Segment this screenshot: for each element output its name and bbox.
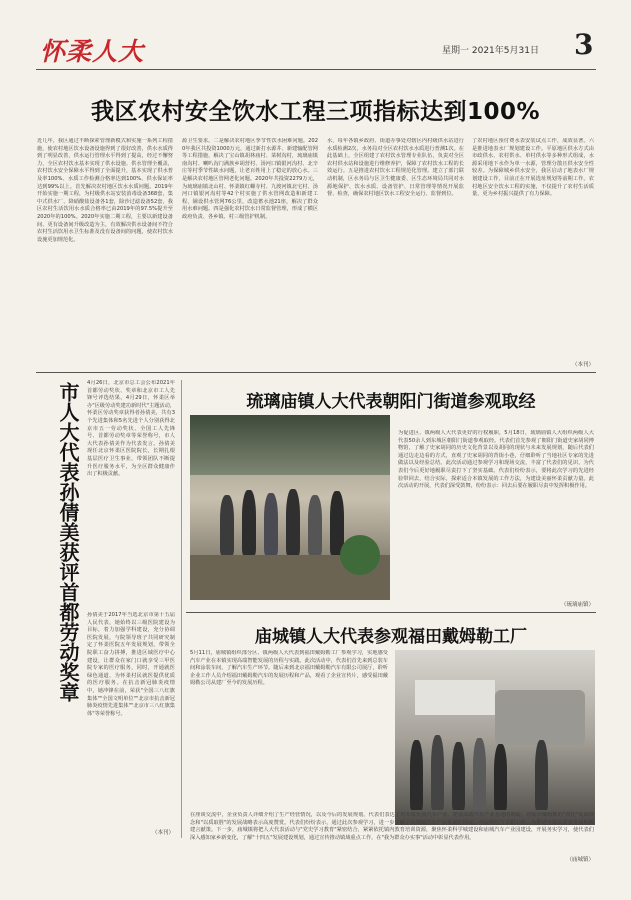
column-divider xyxy=(181,380,182,838)
main-article-credit: （本刊） xyxy=(571,362,594,368)
main-article-col3: 水，每年各镇乡政府、街道办事处对辖区内村级供水站进行水质检测2次，水务局对全区农村饮水水质进行普测1次。在此基础上，全区组建了农村饮水管理专业队伍，负责对全区农村供水站和设施进行维修养护，保障了农村饮水工程的长效运行。五是推进农村饮水工程规范化管理。建立了部门联动机制，区水务局与区卫生健康委、区生态环境局共同对水源地保护、饮水水质、设备管护、日常管理等情况开展监督、检查，确保农村地区饮水工程安全运行、监督到位。 xyxy=(327,138,464,198)
sidebar-vertical-title: 市人大代表孙倩美获评首都劳动奖章 xyxy=(56,382,80,702)
story2-photo xyxy=(395,650,595,825)
masthead-rule xyxy=(36,69,596,70)
sidebar-credit: （本刊） xyxy=(151,830,174,836)
story-divider xyxy=(186,612,596,613)
sidebar-col-a: 4月26日，北京市总工会公布2021年首都劳动奖状、奖章和北京市工人先锋号评选结果。4月29日，怀柔区举办"区级劳动奖建功新时代"主题活动，怀柔区劳动奖章获得者孙倩美，共有3个先进集体和5名先进个人分别获得北京市五一劳动奖状、全国工人先锋号、首都劳动奖章等荣誉称号，市人大代表孙倩美作为代表发言。孙倩美现任北京怀柔区医院院长，长期扎根基层医疗卫生事业，带领团队不断提升医疗服务水平，为全区群众健康作出了积极贡献。 xyxy=(87,380,175,478)
story1-title: 琉璃庙镇人大代表朝阳门街道参观取经 xyxy=(246,392,536,412)
masthead-logo: 怀柔人大 xyxy=(40,37,145,66)
main-article-col4: 了农村地区预付费水表安装试点工作，成效显著。六是推进地表水厂规划建设工作。平原地区供水方式由市政供水、农村供水、单村供水等多种形式组成，水源采用地下水作为单一水源，管理分散且供水安全性较差。为保障城乡供水安全，我区启动了地表水厂规划建设工作，目前正在开展选址规划等前期工作。农村地区安全饮水工程的实施，不仅提升了农村生活质量，更为乡村振兴提供了有力保障。 xyxy=(472,138,594,198)
main-article-col2: 源卫生要求。二是解决农村地区季节性饮水困难问题。2020年我区共投资1000万元，通过新打水源井、新建输配管网等工程措施，解决了宝山镇胡林庙村、菜树沟村，琉璃庙镇南沟村、喇叭沟门满族乡胡营村、汤河口镇银河沟村、北辛庄等村季节性缺水问题，让老百姓用上了稳定的放心水。三是解决农村地区管网老化问题。2020年共投资2279万元，为琉璃庙镇北山村、怀柔镇红螺寺村、九渡河镇北宅村、汤河口镇银河沟村等42个村实施了供水管网改造和新建工程，铺设供水管网76公里，改造蓄水池21座，解决了群众用水难问题。四是强化农村饮水日常监督管理，形成了横区政府负责、各乡镇、村三级管护机制。 xyxy=(182,138,318,220)
story1-credit: （琉璃庙镇） xyxy=(560,602,594,608)
story2-col-a: 5月11日，庙城镇组织部分区、镇两级人大代表到福田戴姆勒工厂参观学习，实地感受汽车产业在本镇实现高端智能发展的历程与实践。此次活动中，代表们首先来到总装车间和涂装车间，了解汽车生产环节。随后来到北京福田戴姆勒汽车有限公司展厅，聆听企业工作人员介绍福田戴姆勒汽车的发展历程和产品，观看了企业宣传片，感受福田戴姆勒公司从建厂至今的发展历程。 xyxy=(190,650,388,687)
issue-date: 星期一 2021年5月31日 xyxy=(442,46,539,56)
story1-photo xyxy=(190,415,390,600)
section-divider xyxy=(36,372,596,373)
story2-title: 庙城镇人大代表参观福田戴姆勒工厂 xyxy=(255,627,527,647)
sidebar-col-b: 孙倩美于2017年当选北京市第十五届人民代表，她始终以三级医院建设为目标，着力加强学科建设，充分协调医院发展，与院领导班子共同研究制定了怀柔医院五年发展规划，带领全院职工奋力拼搏，推进区域医疗中心建设，让群众在家门口就享受三甲医院专家的医疗服务，同时，开通就医绿色通道，为怀柔村民就医提供优质的医疗服务。在抗击新冠肺炎疫情中，她冲锋在前，荣获"全国三八红旗集体""全国文明单位""北京市抗击新冠肺炎疫情先进集体""北京市三八红旗集体"等荣誉称号。 xyxy=(87,612,175,717)
story2-col-b: 在座谈交流中，企业负责人详细介绍了生产经营情况，以及今后的发展规划。代表们表达了对本镇发展汽车产业、建设高端汽车产业基地的期盼。对福田戴姆勒的"四化"发展理念和"以质取胜"的发展战略表示高度赞赏。代表们纷纷表示，通过此次参观学习，进一步了解了庙城镇汽车产业发展的情况，今后将结合本职工作，为推进全镇高质量发展积极建言献策。下一步，庙城镇将把人大代表活动与"党史学习教育"紧密结合，紧紧依托镇内教育培训资源，聚焦怀柔科学城建设和庙城汽车产业园建设，开展务实学习，使代表们深入感知家乡新变化，了解"十四五"发展建设规划，通过宣传推动镇域重点工作，在"我为群众办实事"活动中彰显代表作用。 xyxy=(190,812,594,841)
page-headline: 我区农村安全饮水工程三项指标达到100% xyxy=(90,99,541,125)
sidebar-col-b-tail xyxy=(37,772,83,832)
story1-body: 为促进区、镇两级人大代表更好的行权履职，5月18日，琉璃庙镇人大组织两级人大代表50余人到东城区朝阳门街道参观取经。代表们首先参观了朝阳门街道史家胡同博物馆，了解了史家胡同的历史文化背景以及胡同的现状与未来发展规划，随后代表们通过边走边看的方式，直观了史家胡同的背街小巷，仔细聆听了当地社区专家的先进做法以及经验总结。此次活动通过参观学习和现场交流，丰富了代表们的见识，为代表们今后更好地履职尽责打下了坚实基础。代表们纷纷表示，要将此次学习的先进经验带回去，结合实际，探索适合本镇发展的工作方法，为建设美丽怀柔贡献力量。此次活动的开展，代表们深受鼓舞，纷纷表示：回去后要在履职尽责中发挥积极作用。 xyxy=(398,430,594,490)
story2-credit: （庙城镇） xyxy=(566,857,594,863)
page-number: 3 xyxy=(574,28,594,61)
main-article-col1: 近几年，我区通过不断探索管理新模式和实施一系列工程措施，使农村地区饮水设备设施得到了很好改善，供水水质得到了明显改善，供水运行管理水平得到了提高，经过不懈努力，全区农村饮水基本实现了供水设施、供水管理全覆盖，农村饮水安全保障水平得到了全面提升，基本实现了供水普及率100%、水质工作检测合格率达到100%、供水保证率达到99%以上。首先解决农村地区饮水水质问题。2019年开始实施一期工程，为村级供水站安装消毒设备368套，集中式供水厂、降硝酸盐设备各1套，除沙过滤设备52套，我区农村生活饮用水水质合格率已由2019年的97.5%提升至2020年的100%。2020年实施二期工程，主要以新建设备间、更有设备间升级改造为主，有效解决供水设备间不符合农村生活饮用水卫生标准及没有设备间的问题，使农村饮水设施更加规范化。 xyxy=(37,138,173,243)
